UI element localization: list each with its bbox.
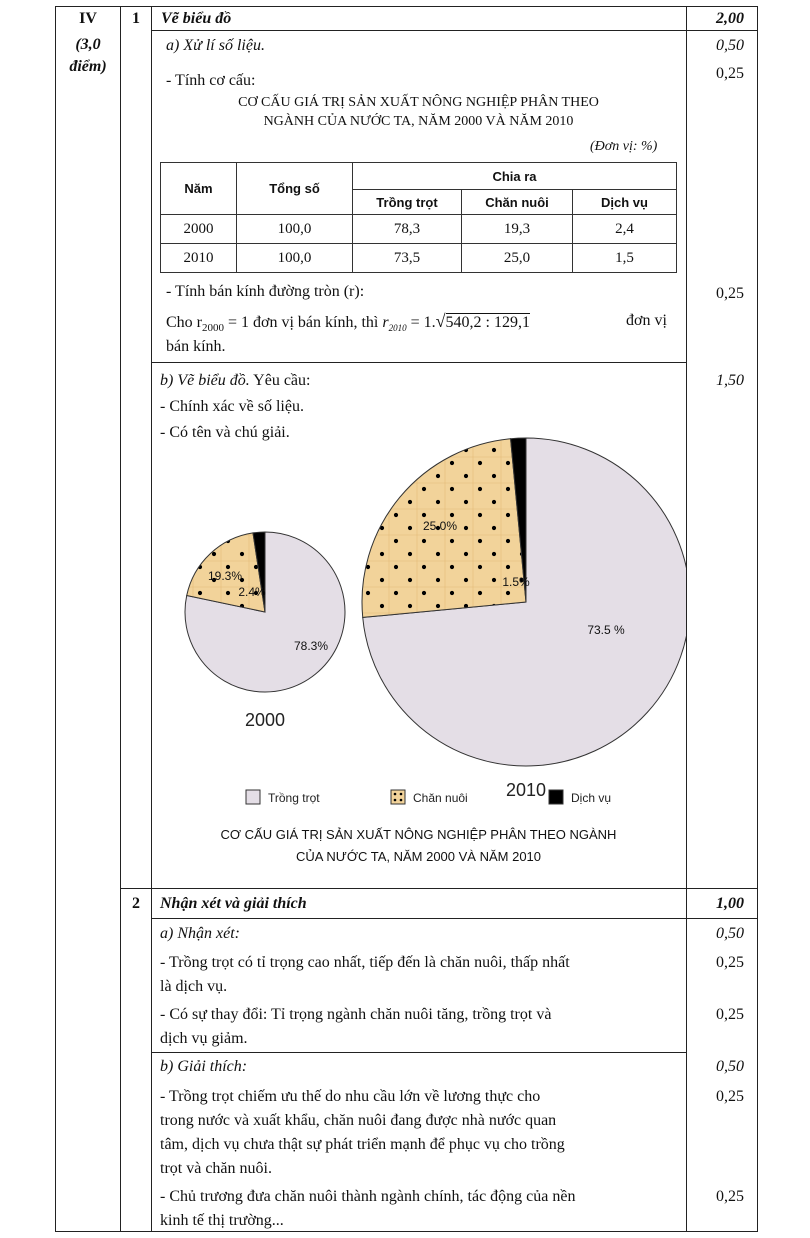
legend-dot — [400, 799, 403, 802]
part-b-label: b) Giải thích: — [160, 1058, 248, 1075]
pie-year-label: 2000 — [244, 710, 286, 730]
table-title-line2: NGÀNH CỦA NƯỚC TA, NĂM 2000 VÀ NĂM 2010 — [263, 114, 574, 129]
part-a-score: 0,50 — [716, 925, 744, 942]
header-total: Tổng số — [237, 163, 353, 215]
row-divider — [151, 362, 686, 363]
radius-formula: Cho $r_{2000} = 1$ đơn vị bán kính, thì $r_{2010} = 1.√540,2$ : 129,1 — [166, 311, 530, 335]
section-number: IV — [79, 10, 97, 27]
legend-dot — [400, 793, 403, 796]
legend-label-0: Trồng trọt — [268, 791, 320, 805]
header-divided: Chia ra — [353, 163, 677, 190]
legend-swatch-2 — [549, 790, 563, 804]
header-year: Năm — [161, 163, 237, 215]
legend-swatch-1 — [391, 790, 405, 804]
data-label-2000-1: 19.3% — [207, 569, 243, 583]
explain-1-line1: - Trồng trọt chiếm ưu thế do nhu cầu lớn về lương thực cho — [160, 1088, 541, 1105]
question-score: 1,00 — [716, 895, 744, 912]
pie-year-label: 2010 — [505, 780, 547, 800]
calc-structure-score: 0,25 — [716, 65, 744, 82]
header-service: Dịch vụ — [573, 190, 677, 215]
question-index: 2 — [132, 895, 140, 912]
pie-chart — [151, 366, 686, 886]
header-crop: Trồng trọt — [353, 190, 462, 215]
legend — [246, 790, 611, 805]
section-points: (3,0 — [75, 36, 101, 53]
radius-formula-suffix: đơn vị — [626, 312, 667, 329]
part-a-label: a) Nhận xét: — [160, 925, 240, 942]
explain-1-line3: tâm, dịch vụ chưa thật sự phát triển mạnh để phục vụ cho trồng — [160, 1136, 565, 1153]
part-b-score: 0,50 — [716, 1058, 744, 1075]
requirement-2: - Có tên và chú giải. — [160, 424, 290, 441]
explain-2-line2: kinh tế thị trường... — [160, 1212, 284, 1229]
col-divider — [120, 6, 121, 1232]
row-divider — [151, 30, 758, 31]
explain-1-score: 0,25 — [716, 1088, 744, 1105]
part-a-score: 0,50 — [716, 37, 744, 54]
row-divider — [151, 918, 758, 919]
calc-structure-label: - Tính cơ cấu: — [166, 72, 256, 89]
col-divider — [686, 6, 687, 1232]
pie-group — [185, 438, 686, 800]
data-label-2010-2: 1.5% — [502, 575, 530, 589]
part-a-label: a) Xử lí số liệu. — [166, 37, 265, 54]
requirement-1: - Chính xác về số liệu. — [160, 398, 304, 415]
remark-2-score: 0,25 — [716, 1006, 744, 1023]
legend-dot — [394, 799, 397, 802]
remark-1-score: 0,25 — [716, 954, 744, 971]
remark-2-line2: dịch vụ giảm. — [160, 1030, 248, 1047]
unit-label: (Đơn vị: %) — [590, 139, 658, 154]
explain-1-line2: trong nước và xuất khẩu, chăn nuôi đang được nhà nước quan — [160, 1112, 557, 1129]
section-points-unit: điểm) — [69, 58, 107, 75]
table-row: 2010 100,0 73,5 25,0 1,5 — [161, 244, 677, 273]
data-label-2000-2: 2.4% — [238, 585, 266, 599]
chart-title-line1: CƠ CẤU GIÁ TRỊ SẢN XUẤT NÔNG NGHIỆP PHÂN THEO NGÀNH — [220, 827, 617, 842]
remark-2-line1: - Có sự thay đổi: Tỉ trọng ngành chăn nuôi tăng, trồng trọt và — [160, 1006, 552, 1023]
row-divider — [151, 1052, 686, 1053]
table-row: 2000 100,0 78,3 19,3 2,4 — [161, 215, 677, 244]
explain-2-line1: - Chủ trương đưa chăn nuôi thành ngành chính, tác động của nền — [160, 1188, 576, 1205]
question-title: Nhận xét và giải thích — [160, 895, 307, 912]
radius-line2: bán kính. — [166, 338, 226, 355]
explain-1-line4: trọt và chăn nuôi. — [160, 1160, 272, 1177]
header-livestock: Chăn nuôi — [462, 190, 573, 215]
question-score: 2,00 — [716, 10, 744, 27]
question-title: Vẽ biểu đồ — [161, 10, 232, 27]
part-b-label: b) Vẽ biểu đồ. Yêu cầu: — [160, 372, 311, 389]
radius-label: - Tính bán kính đường tròn (r): — [166, 283, 365, 300]
data-label-2010-0: 73.5 % — [587, 623, 625, 637]
explain-2-score: 0,25 — [716, 1188, 744, 1205]
remark-1-line2: là dịch vụ. — [160, 978, 228, 995]
structure-table — [160, 162, 677, 273]
legend-label-2: Dịch vụ — [571, 791, 612, 805]
legend-label-1: Chăn nuôi — [413, 791, 468, 805]
part-b-score: 1,50 — [716, 372, 744, 389]
legend-dot — [394, 793, 397, 796]
row-divider — [120, 888, 758, 889]
data-label-2000-0: 78.3% — [293, 639, 329, 653]
legend-swatch-0 — [246, 790, 260, 804]
chart-title-line2: CỦA NƯỚC TA, NĂM 2000 VÀ NĂM 2010 — [295, 849, 542, 864]
radius-score: 0,25 — [716, 285, 744, 302]
table-title-line1: CƠ CẤU GIÁ TRỊ SẢN XUẤT NÔNG NGHIỆP PHÂN THEO — [238, 95, 599, 110]
data-label-2010-1: 25.0% — [422, 519, 458, 533]
remark-1-line1: - Trồng trọt có tỉ trọng cao nhất, tiếp đến là chăn nuôi, thấp nhất — [160, 954, 570, 971]
question-index: 1 — [132, 10, 140, 27]
